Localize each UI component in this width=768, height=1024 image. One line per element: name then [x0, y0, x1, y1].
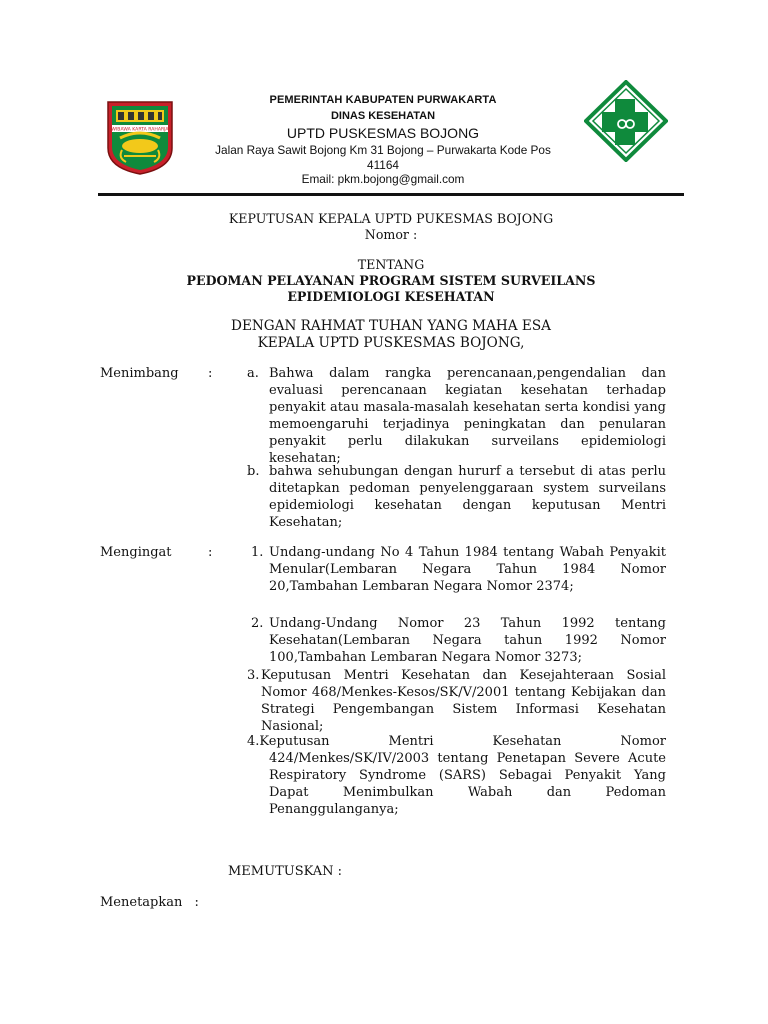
- item-marker: 3.: [247, 668, 260, 683]
- kop-department: DINAS KESEHATAN: [330, 110, 436, 122]
- kop-government: PEMERINTAH KABUPATEN PURWAKARTA: [269, 94, 497, 106]
- mengingat-item-4: [247, 734, 666, 819]
- kop-address: Jalan Raya Sawit Bojong Km 31 Bojong – Purwakarta Kode Pos: [215, 143, 551, 157]
- mengingat-item-2: [247, 616, 666, 667]
- emblem-motto: WIBAWA KARTA RAHARJA: [111, 127, 169, 133]
- invocation-line-1: DENGAN RAHMAT TUHAN YANG MAHA ESA: [231, 318, 551, 334]
- kop-institution: UPTD PUSKESMAS BOJONG: [286, 125, 480, 141]
- puskesmas-logo: [584, 80, 668, 162]
- menimbang-label: Menimbang: [100, 366, 179, 381]
- item-marker: 2.: [251, 616, 264, 631]
- decree-subject-line-2: EPIDEMIOLOGI KESEHATAN: [287, 289, 495, 304]
- item-marker: 1.: [251, 545, 264, 560]
- decree-title: KEPUTUSAN KEPALA UPTD PUKESMAS BOJONG: [228, 211, 554, 226]
- memutuskan-heading: MEMUTUSKAN :: [228, 864, 343, 879]
- item-marker: 4.: [247, 734, 260, 749]
- item-text: bahwa sehubungan dengan hururf a tersebut di atas perlu ditetapkan pedoman penyelenggaraan system surveilans epidemiologi kesehatan dengan keputusan Mentri Kesehatan;: [269, 464, 666, 530]
- decree-subject-line-1: PEDOMAN PELAYANAN PROGRAM SISTEM SURVEILANS: [186, 273, 596, 288]
- menetapkan-label: [100, 895, 199, 910]
- item-marker: b.: [247, 464, 260, 479]
- item-text: Keputusan Mentri Kesehatan dan Kesejahteraan Sosial Nomor 468/Menkes-Kesos/SK/V/2001 tentang Kebijakan dan Strategi Pengembangan Sistem Informasi Kesehatan Nasional;: [261, 668, 666, 734]
- kop-email: Email: pkm.bojong@gmail.com: [301, 172, 465, 186]
- mengingat-item-1: [247, 545, 666, 596]
- invocation-line-2: KEPALA UPTD PUSKESMAS BOJONG,: [257, 335, 525, 351]
- letterhead-divider: [98, 193, 684, 196]
- mengingat-item-3: [247, 668, 666, 736]
- mengingat-colon: :: [208, 545, 213, 560]
- item-marker: a.: [247, 366, 259, 381]
- item-first-line: [247, 734, 666, 751]
- kop-postal-code: 41164: [367, 158, 399, 172]
- item-text-first: Keputusan Mentri Kesehatan Nomor: [259, 734, 666, 749]
- menimbang-item-b: [247, 464, 666, 532]
- menetapkan-text: Menetapkan: [100, 895, 183, 910]
- menimbang-item-a: [247, 366, 666, 467]
- decree-number: Nomor :: [364, 227, 418, 242]
- tentang-heading: TENTANG: [357, 257, 425, 272]
- item-text: Undang-undang No 4 Tahun 1984 tentang Wabah Penyakit Menular(Lembaran Negara Tahun 1984 Nomor 20,Tambahan Lembaran Negara Nomor 2374;: [269, 545, 666, 594]
- item-text: Bahwa dalam rangka perencanaan,pengendalian dan evaluasi perencanaan kegiatan kesehatan terhadap penyakit atau masala-masalah kesehatan serta kondisi yang memoengaruhi terjadinya peningkatan dan penularan penyakit perlu dilakukan surveilans epidemiologi kesehatan;: [269, 366, 666, 466]
- menimbang-colon: :: [208, 366, 213, 381]
- purwakarta-emblem-logo: [104, 98, 176, 176]
- item-text: Undang-Undang Nomor 23 Tahun 1992 tentang Kesehatan(Lembaran Negara tahun 1992 Nomor 100,Tambahan Lembaran Negara Nomor 3273;: [269, 616, 666, 665]
- menetapkan-colon: :: [194, 895, 199, 910]
- mengingat-label: Mengingat: [100, 545, 172, 560]
- item-text: 424/Menkes/SK/IV/2003 tentang Penetapan Severe Acute Respiratory Syndrome (SARS) Sebagai Penyakit Yang Dapat Menimbulkan Wabah dan Pedoman Penanggulanganya;: [269, 750, 666, 817]
